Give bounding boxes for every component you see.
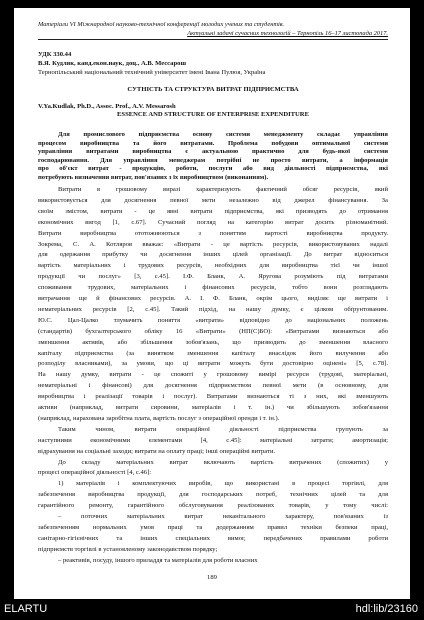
body-line: – реактивів, посуду, іншого приладдя та матеріалів для роботи власних xyxy=(58,556,258,564)
conference-header-line2 xyxy=(38,30,388,38)
body-line: Витрати в грошовому виразі характеризують фактичний обсяг ресурсів, який xyxy=(58,186,388,193)
body-line: споживання трудових, матеріальних і фінансових ресурсів, тобто вони розглядають xyxy=(38,284,388,292)
body-line: (наприклад, нарахована заробітна плата, вартість послуг з операційної оренди і т. ін.). xyxy=(38,414,280,422)
abstract-line: Для промислового підприємства основу системи менеджменту складає управління xyxy=(58,131,388,138)
conference-header-line1: Матеріали VI Міжнародної науково-технічної конференції молодих учених та студентів. xyxy=(38,21,285,28)
conference-header-line2-text: Актуальні задачі сучасних технологій – Тернопіль 16–17 листопада 2017. xyxy=(187,30,388,37)
header-rule xyxy=(38,39,388,40)
body-line: забезпеченням нормальних умов праці та додержанням правил техніки безпеки праці, xyxy=(38,523,388,531)
body-line: капіталу підприємства (за винятком зменшення капіталу внаслідок його вилучення або xyxy=(38,349,388,357)
title-en: ESSENCE AND STRUCTURE OF ENTERPRISE EXPENDITURE xyxy=(117,111,309,118)
body-line: використовується для досягнення певної мети незалежно від джерел фінансування. За xyxy=(38,196,388,204)
body-line: наступними економічними елементами [4, с.45]: матеріальні затрати; амортизація; xyxy=(38,436,388,444)
body-line: зменшення активів, або збільшення зобов'язань, що призводить до зменшення власного xyxy=(38,338,388,346)
abstract-line: управління витратами виробництва є актуальною практично для будь-якої системи xyxy=(38,148,388,156)
body-line: До складу матеріальних витрат включають вартість витрачених (спожитих) у xyxy=(58,458,388,466)
body-line: Таким чином, витрати операційної діяльності підприємства групують за xyxy=(58,425,388,433)
body-line: забезпечення виробництва продукції, для господарських потреб, технічних цілей та для xyxy=(38,491,388,499)
body-line: розподілу власниками), за умови, що ці витрати можуть бути достовірно оцінені» [5, с.78]. xyxy=(38,360,388,368)
body-line: Зокрема, С. А. Котляров вважає: «Витрати - це вартість ресурсів, використовуваних надалі xyxy=(38,240,388,248)
abstract-line: потребують визначення витрат, пов'язаних з їх виробництвом (виконанням). xyxy=(38,174,269,181)
paper-page xyxy=(14,8,410,599)
abstract-line: господарювання. Для управління менеджерам потрібні не просто витрати, а інформація xyxy=(38,156,388,164)
body-line: нематеріальні і фінансові) для досягнення підприємством певної мети (в основному, для xyxy=(38,382,388,390)
body-line: (стандартів) бухгалтерського обліку 16 «Витрати» (НП(С)БО): «Витратами визнаються або xyxy=(38,327,388,335)
affiliation-ua: Тернопільський національний технічний університет імені Івана Пулюя, Україна xyxy=(38,69,266,76)
body-line: процесі операційної діяльності [4, с.46]: xyxy=(38,469,152,477)
body-line: підприємств торгівлі в установленому законодавством порядку; xyxy=(38,545,218,553)
body-line: – поточних матеріальних витрат неканітального характеру, пов'язаних із xyxy=(58,513,388,520)
body-line: виробництва і реалізації товарів і послуг). Витратами визнаються ті з них, які зменшують xyxy=(38,393,388,401)
body-line: для одержання прибутку чи досягнення інших цілей організації. До витрат відноситься xyxy=(38,251,388,259)
title-ua: СУТНІСТЬ ТА СТРУКТУРА ВИТРАТ ПІДПРИЄМСТВА xyxy=(127,86,299,93)
body-line: економічних вигод [1, с.67]. Сучасний погляд на категорію витрат досить різноманітний. xyxy=(38,218,388,226)
body-line: витрачання ще й фінансових ресурсів. А. І. Ф. Бланк, окрім цього, виділяє ще витрати і xyxy=(38,295,388,302)
body-line: відрахування на соціальні заходи; витрати на оплату праці; інші операційні витрати. xyxy=(38,447,276,455)
body-line: На нашу думку, витрати - це спожиті у грошовому вимірі ресурси (трудові, матеріальні, xyxy=(38,371,388,379)
body-line: активи (наприклад, витрати сировини, матеріалів і т. ін.) чи збільшують зобов'язання xyxy=(38,404,388,411)
body-line: Ю.С. Цал-Цалко тлумачить поняття «витрати» відповідно до національних положень xyxy=(38,316,388,324)
body-line: Витрати виробництва ототожнюються з поняттям вартості виробництва продукту. xyxy=(38,229,388,237)
body-line: санітарно-гігієнічних та інших спеціальних вимог, передбачених правилами роботи xyxy=(38,534,388,542)
abstract-line: про об'єкт витрат - продукцію, роботи, послуги або вид діяльності підприємства, які xyxy=(38,165,388,173)
page-number: 189 xyxy=(207,574,217,581)
authors-ua: В.Я. Кудляк, канд.екон.наук, доц., А.В. Мессарош xyxy=(38,60,187,67)
body-line: продукції чи послуг» [3, с.45]. І.Ф. Бланк, А. Яругова розуміють під витратами xyxy=(38,273,388,281)
body-line: нематеріальних ресурсів [2, с.45]. Такий підхід, на нашу думку, є цілком обґрунтованим. xyxy=(38,305,388,313)
body-line: вартість матеріальних і трудових ресурсів, необхідних для виробництва тієї чи іншої xyxy=(38,262,388,270)
body-line: гарантійного ремонту, гарантійного обслуговування реалізованих товарів, у тому числі: xyxy=(38,502,388,510)
footer-handle: hdl:lib/23160 xyxy=(355,603,418,615)
authors-en: V.Ya.Kudlak, Ph.D., Assoc. Prof., A.V. Messarosh xyxy=(38,103,176,110)
body-line: 1) матеріалів і комплектуючих виробів, що використані в процесі торгівлі, для xyxy=(58,480,388,488)
udk-code: УДК 330.44 xyxy=(38,51,72,58)
abstract-line: процесом виробництва та його витратами. Проблема побудови оптимальної системи xyxy=(38,139,388,147)
footer-repository-label: ELARTU xyxy=(4,603,48,615)
body-line: своїм змістом, витрати - це явні витрати підприємства, які призводять до отримання xyxy=(38,207,388,215)
